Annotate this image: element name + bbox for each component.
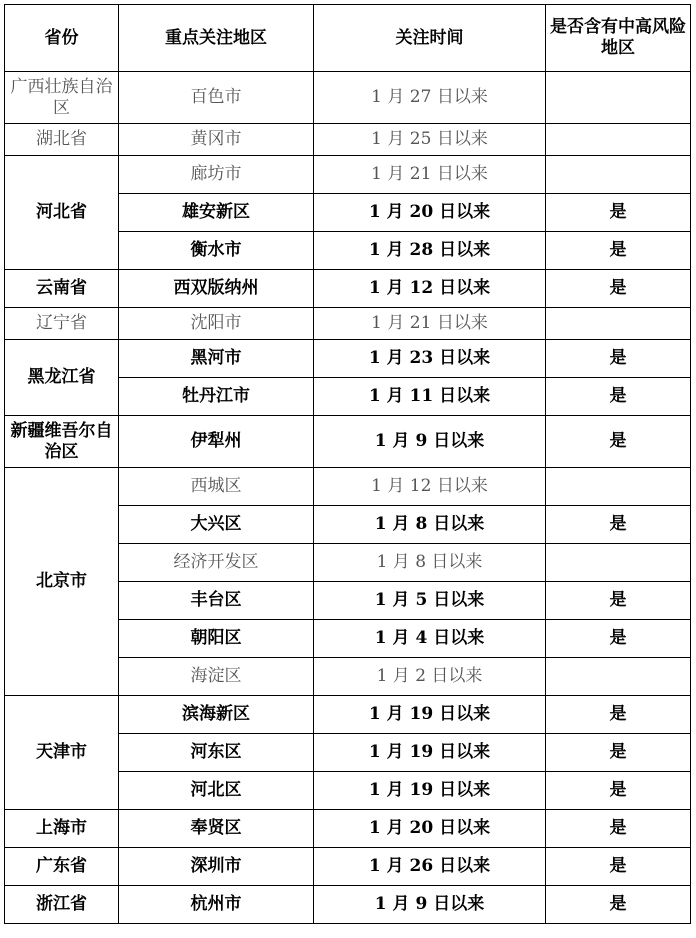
- table-row: [5, 696, 691, 734]
- province-cell: 湖北省: [5, 124, 119, 156]
- time-cell: 1 月 23 日以来: [314, 340, 546, 378]
- risk-cell: [546, 544, 691, 582]
- time-cell: 1 月 19 日以来: [314, 734, 546, 772]
- region-cell: 西城区: [119, 468, 314, 506]
- province-cell: 云南省: [5, 270, 119, 308]
- region-cell: 杭州市: [119, 886, 314, 924]
- region-cell: 深圳市: [119, 848, 314, 886]
- time-cell: 1 月 20 日以来: [314, 194, 546, 232]
- risk-cell: 是: [546, 734, 691, 772]
- time-cell: 1 月 8 日以来: [314, 544, 546, 582]
- table-row: [5, 810, 691, 848]
- header-province: 省份: [5, 5, 119, 72]
- time-cell: 1 月 21 日以来: [314, 156, 546, 194]
- header-time: 关注时间: [314, 5, 546, 72]
- risk-cell: [546, 156, 691, 194]
- risk-cell: 是: [546, 696, 691, 734]
- risk-cell: 是: [546, 886, 691, 924]
- province-cell: 天津市: [5, 696, 119, 810]
- time-cell: 1 月 26 日以来: [314, 848, 546, 886]
- region-cell: 河东区: [119, 734, 314, 772]
- table-row: [5, 468, 691, 506]
- risk-cell: 是: [546, 232, 691, 270]
- region-cell: 衡水市: [119, 232, 314, 270]
- region-cell: 黑河市: [119, 340, 314, 378]
- time-cell: 1 月 9 日以来: [314, 886, 546, 924]
- risk-cell: [546, 658, 691, 696]
- risk-cell: [546, 308, 691, 340]
- province-cell: 辽宁省: [5, 308, 119, 340]
- region-cell: 海淀区: [119, 658, 314, 696]
- time-cell: 1 月 20 日以来: [314, 810, 546, 848]
- time-cell: 1 月 21 日以来: [314, 308, 546, 340]
- risk-cell: 是: [546, 772, 691, 810]
- time-cell: 1 月 11 日以来: [314, 378, 546, 416]
- risk-cell: 是: [546, 620, 691, 658]
- region-cell: 奉贤区: [119, 810, 314, 848]
- risk-cell: 是: [546, 378, 691, 416]
- table-row: [5, 308, 691, 340]
- risk-cell: 是: [546, 194, 691, 232]
- risk-cell: 是: [546, 848, 691, 886]
- time-cell: 1 月 28 日以来: [314, 232, 546, 270]
- risk-cell: [546, 124, 691, 156]
- region-cell: 经济开发区: [119, 544, 314, 582]
- risk-cell: 是: [546, 506, 691, 544]
- region-cell: 滨海新区: [119, 696, 314, 734]
- province-cell: 黑龙江省: [5, 340, 119, 416]
- risk-area-table: [4, 4, 691, 924]
- region-cell: 西双版纳州: [119, 270, 314, 308]
- region-cell: 牡丹江市: [119, 378, 314, 416]
- time-cell: 1 月 12 日以来: [314, 468, 546, 506]
- region-cell: 雄安新区: [119, 194, 314, 232]
- province-cell: 北京市: [5, 468, 119, 696]
- header-risk: 是否含有中高风险地区: [546, 5, 691, 72]
- region-cell: 百色市: [119, 72, 314, 124]
- province-cell: 广西壮族自治区: [5, 72, 119, 124]
- region-cell: 伊犁州: [119, 416, 314, 468]
- region-cell: 河北区: [119, 772, 314, 810]
- province-cell: 浙江省: [5, 886, 119, 924]
- table-row: [5, 886, 691, 924]
- time-cell: 1 月 4 日以来: [314, 620, 546, 658]
- region-cell: 黄冈市: [119, 124, 314, 156]
- time-cell: 1 月 8 日以来: [314, 506, 546, 544]
- risk-cell: 是: [546, 810, 691, 848]
- risk-cell: 是: [546, 582, 691, 620]
- region-cell: 丰台区: [119, 582, 314, 620]
- table-row: [5, 848, 691, 886]
- province-cell: 广东省: [5, 848, 119, 886]
- table-row: [5, 124, 691, 156]
- header-region: 重点关注地区: [119, 5, 314, 72]
- risk-cell: [546, 72, 691, 124]
- table-row: [5, 156, 691, 194]
- time-cell: 1 月 19 日以来: [314, 772, 546, 810]
- table-row: [5, 416, 691, 468]
- risk-cell: 是: [546, 270, 691, 308]
- time-cell: 1 月 12 日以来: [314, 270, 546, 308]
- risk-cell: 是: [546, 416, 691, 468]
- time-cell: 1 月 27 日以来: [314, 72, 546, 124]
- region-cell: 朝阳区: [119, 620, 314, 658]
- region-cell: 廊坊市: [119, 156, 314, 194]
- province-cell: 新疆维吾尔自治区: [5, 416, 119, 468]
- time-cell: 1 月 9 日以来: [314, 416, 546, 468]
- risk-cell: [546, 468, 691, 506]
- table-row: [5, 270, 691, 308]
- time-cell: 1 月 5 日以来: [314, 582, 546, 620]
- province-cell: 河北省: [5, 156, 119, 270]
- region-cell: 沈阳市: [119, 308, 314, 340]
- time-cell: 1 月 19 日以来: [314, 696, 546, 734]
- table-row: [5, 72, 691, 124]
- region-cell: 大兴区: [119, 506, 314, 544]
- province-cell: 上海市: [5, 810, 119, 848]
- time-cell: 1 月 2 日以来: [314, 658, 546, 696]
- time-cell: 1 月 25 日以来: [314, 124, 546, 156]
- risk-cell: 是: [546, 340, 691, 378]
- table-row: [5, 340, 691, 378]
- header-row: [5, 5, 691, 72]
